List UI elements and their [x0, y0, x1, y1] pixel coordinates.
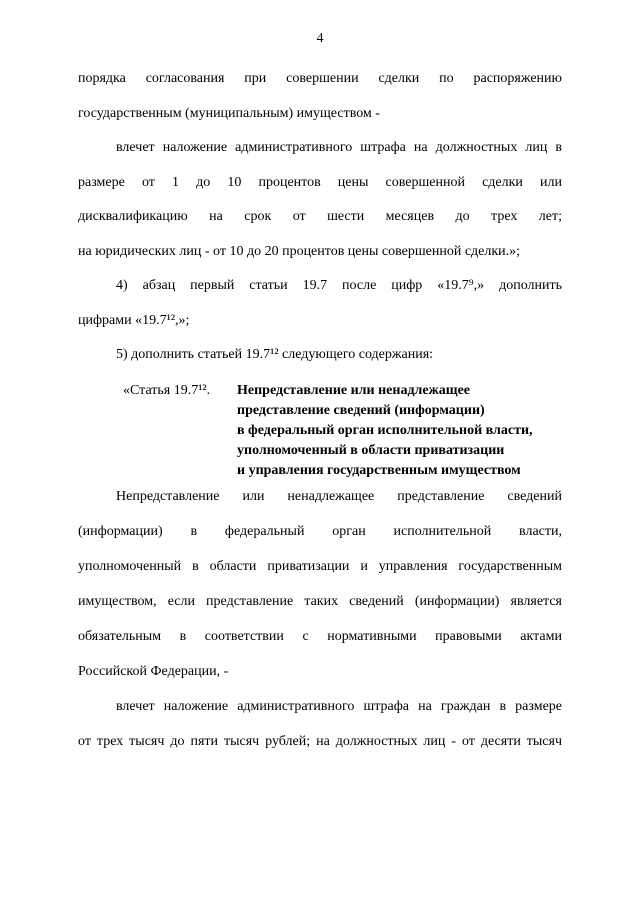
text-line: порядка согласования при совершении сделки по распоряжению	[78, 71, 562, 86]
page-number: 4	[316, 31, 324, 46]
text-line: дисквалификацию на срок от шести месяцев до трех лет;	[78, 209, 562, 224]
text-line: Непредставление или ненадлежащее представление сведений	[116, 488, 562, 504]
text-line: (информации) в федеральный орган исполнительной власти,	[78, 523, 562, 539]
text-line: влечет наложение административного штрафа на должностных лиц в	[116, 140, 562, 155]
article-number-label: «Статья 19.7¹².	[123, 382, 211, 398]
text-line: имуществом, если представление таких сведений (информации) является	[78, 593, 562, 609]
text-line: влечет наложение административного штрафа на граждан в размере	[116, 698, 562, 714]
heading-line: в федеральный орган исполнительной власти,	[237, 422, 533, 438]
text-line: от трех тысяч до пяти тысяч рублей; на должностных лиц - от десяти тысяч	[78, 733, 562, 749]
text-line: 5) дополнить статьей 19.7¹² следующего содержания:	[116, 347, 434, 362]
text-line: обязательным в соответствии с нормативными правовыми актами	[78, 628, 562, 644]
text-line: 4) абзац первый статьи 19.7 после цифр «19.7⁹,» дополнить	[116, 278, 562, 293]
text-line: цифрами «19.7¹²,»;	[78, 312, 190, 328]
heading-line: представление сведений (информации)	[237, 402, 485, 418]
article-title	[237, 381, 533, 481]
text-line: Российской Федерации, -	[78, 663, 229, 679]
text-line: размере от 1 до 10 процентов цены совершенной сделки или	[78, 174, 562, 190]
heading-line: Непредставление или ненадлежащее	[237, 382, 471, 398]
article-heading-block	[78, 381, 562, 481]
paragraphs-after-article	[78, 479, 562, 759]
text-line: на юридических лиц - от 10 до 20 процентов цены совершенной сделки.»;	[78, 243, 521, 259]
text-line: уполномоченный в области приватизации и управления государственным	[78, 558, 562, 574]
paragraphs-before-article	[78, 62, 562, 373]
text-line: государственным (муниципальным) имуществом -	[78, 105, 380, 121]
heading-line: и управления государственным имуществом	[237, 462, 521, 478]
heading-line: уполномоченный в области приватизации	[237, 442, 505, 458]
